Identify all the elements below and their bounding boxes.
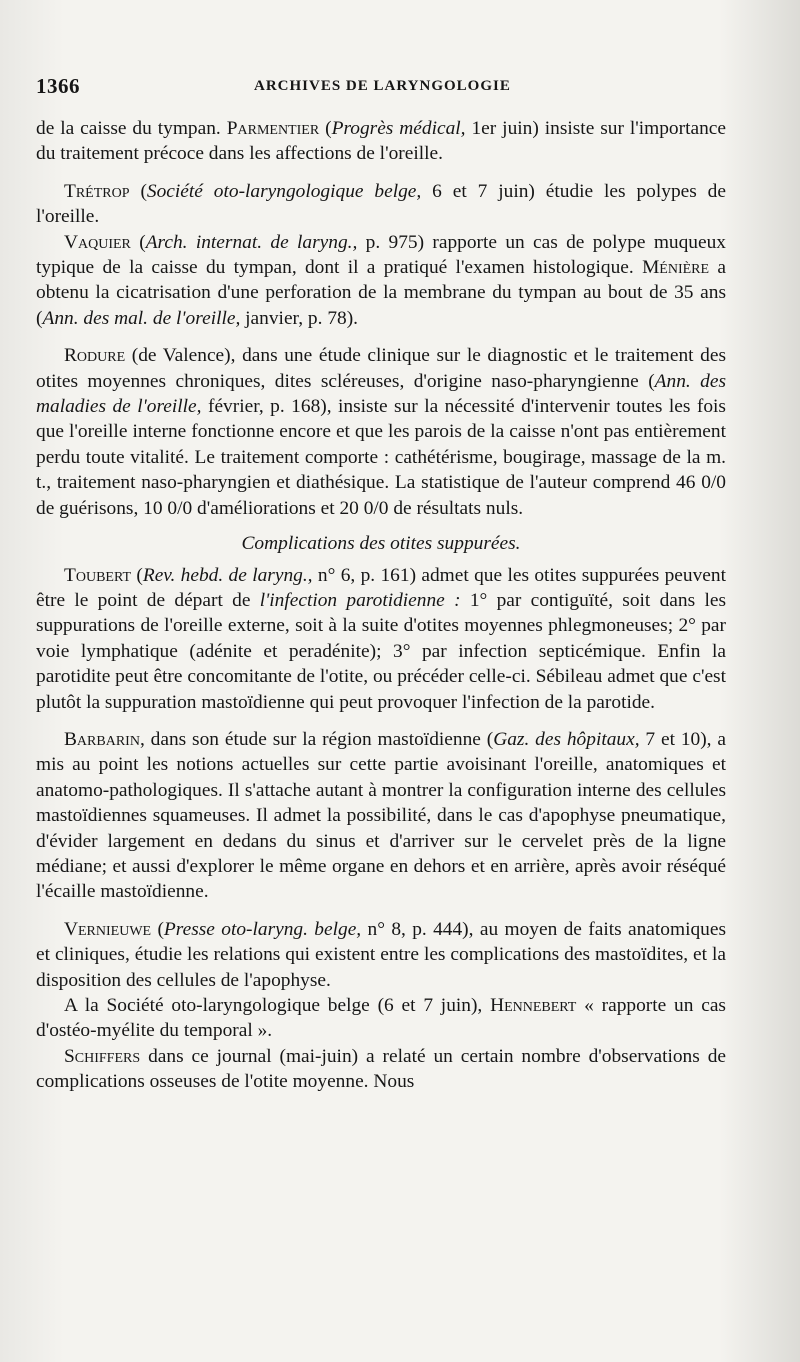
author-name: Rodure	[64, 345, 126, 367]
text-segment: (	[136, 564, 143, 586]
page-number: 1366	[36, 74, 80, 98]
text-segment: A la Société oto-laryngologique belge (6 et 7 juin),	[64, 995, 483, 1016]
author-name: Hennebert	[490, 995, 577, 1016]
author-name: Toubert	[64, 564, 132, 586]
author-name: Vaquier	[64, 231, 131, 253]
journal-title: Société oto-laryngologique belge,	[146, 180, 422, 202]
text-segment: dans ce journal (mai-juin) a relaté un certain nombre d'observations de complications osseuses de l'otite moyenne. Nous	[36, 1045, 726, 1093]
journal-title: Presse oto-laryng. belge,	[163, 918, 362, 940]
text-segment: (	[325, 118, 332, 139]
text-segment: p. 975) rapporte un cas de polype muqueux typique de la caisse du tympan, dont il a pratiqué l'examen histologique.	[36, 231, 726, 279]
author-name: Ménière	[642, 257, 710, 279]
text-segment: 6 et 7 juin) étudie les polypes de l'oreille.	[36, 180, 726, 228]
text-segment: (de Valence), dans une étude clinique sur le diagnostic et le traitement des otites moyennes chroniques, dites scléreuses, d'origine naso-pharyngienne (	[36, 345, 726, 392]
journal-title: Rev. hebd. de laryng.,	[142, 564, 313, 586]
article-body	[36, 116, 726, 1095]
text-segment: 1er juin) insiste sur l'importance du traitement précoce dans les affections de l'oreille.	[36, 118, 726, 165]
journal-title: Gaz. des hôpitaux,	[493, 728, 640, 750]
text-segment: « rapporte un cas d'ostéo-myélite du temporal ».	[36, 995, 726, 1042]
emphasis-text: l'infection parotidienne :	[259, 589, 461, 611]
section-heading: Complications des otites suppurées.	[241, 533, 521, 555]
paragraph-vaquier	[36, 230, 726, 332]
author-name: Schiffers	[64, 1045, 141, 1067]
text-segment: de la caisse du tympan.	[36, 118, 221, 139]
journal-title: Ann. des mal. de l'oreille,	[42, 307, 241, 329]
paragraph-rodure	[36, 343, 726, 521]
text-segment: dans son étude sur la région mastoïdienne (	[150, 728, 494, 750]
paragraph-vernieuwe	[36, 917, 726, 993]
page-header	[36, 74, 726, 104]
paragraph-parmentier	[36, 116, 726, 167]
paragraph-barbarin	[36, 727, 726, 905]
paragraph-toubert	[36, 563, 726, 715]
journal-title: Ann. des maladies de l'oreille,	[36, 370, 727, 418]
journal-title: Progrès médical,	[331, 118, 466, 139]
running-head: ARCHIVES DE LARYNGOLOGIE	[254, 78, 511, 94]
text-segment: (	[139, 231, 146, 253]
text-segment: (	[140, 180, 147, 202]
text-segment: 7 et 10), a mis au point les notions actuelles sur cette partie avoisinant l'oreille, anatomiques et anatomo-pathologiques. Il s'attache autant à montrer la configuration interne des cellules mastoïdiennes squameuses. Il admet la possibilité, dans le cas d'apophyse pneumatique, d'évider largement en dedans du sinus et d'arriver sur le cervelet près de la ligne médiane; et aussi d'explorer le même organe en dehors et en arrière, après avoir réséqué l'écaille mastoïdienne.	[36, 728, 726, 903]
text-segment: (	[157, 918, 164, 940]
text-segment: n° 8, p. 444), au moyen de faits anatomiques et cliniques, étudie les relations qui existent entre les complications des mastoïdites, et la disposition des cellules de l'apophyse.	[36, 918, 727, 991]
author-name: Vernieuwe	[64, 918, 152, 940]
author-name: Parmentier	[226, 118, 320, 139]
paragraph-tretrop	[36, 179, 726, 230]
text-segment: 1° par contiguïté, soit dans les suppurations de l'oreille externe, soit à la suite d'otites moyennes phlegmoneuses; 2° par voie lymphatique (adénite et peradénite); 3° par infection septicémique. Enfin la parotidite peut être concomitante de l'otite, ou précéder celle-ci. Sébileau admet que c'est plutôt la suppuration mastoïdienne qui peut provoquer l'infection de la parotide.	[36, 589, 726, 713]
text-segment: février, p. 168), insiste sur la nécessité d'intervenir toutes les fois que l'oreille interne fonctionne encore et que les parois de la caisse n'ont pas entièrement perdu toute vitalité. Le traitement comporte : cathétérisme, bougirage, massage de la m. t., traitement naso-pharyngien et diathésique. La statistique de l'auteur comprend 46 0/0 de guérisons, 10 0/0 d'améliorations et 20 0/0 de résultats nuls.	[36, 396, 726, 519]
author-name: Barbarin,	[64, 728, 145, 750]
paragraph-hennebert	[36, 993, 726, 1044]
author-name: Trétrop	[64, 180, 130, 202]
text-segment: n° 6, p. 161) admet que les otites suppurées peuvent être le point de départ de	[36, 564, 726, 611]
text-segment: janvier, p. 78).	[245, 307, 359, 329]
journal-title: Arch. internat. de laryng.,	[145, 231, 358, 253]
paragraph-schiffers	[36, 1044, 726, 1095]
text-segment: a obtenu la cicatrisation d'une perforation de la membrane du tympan au bout de 35 ans (	[36, 257, 726, 329]
